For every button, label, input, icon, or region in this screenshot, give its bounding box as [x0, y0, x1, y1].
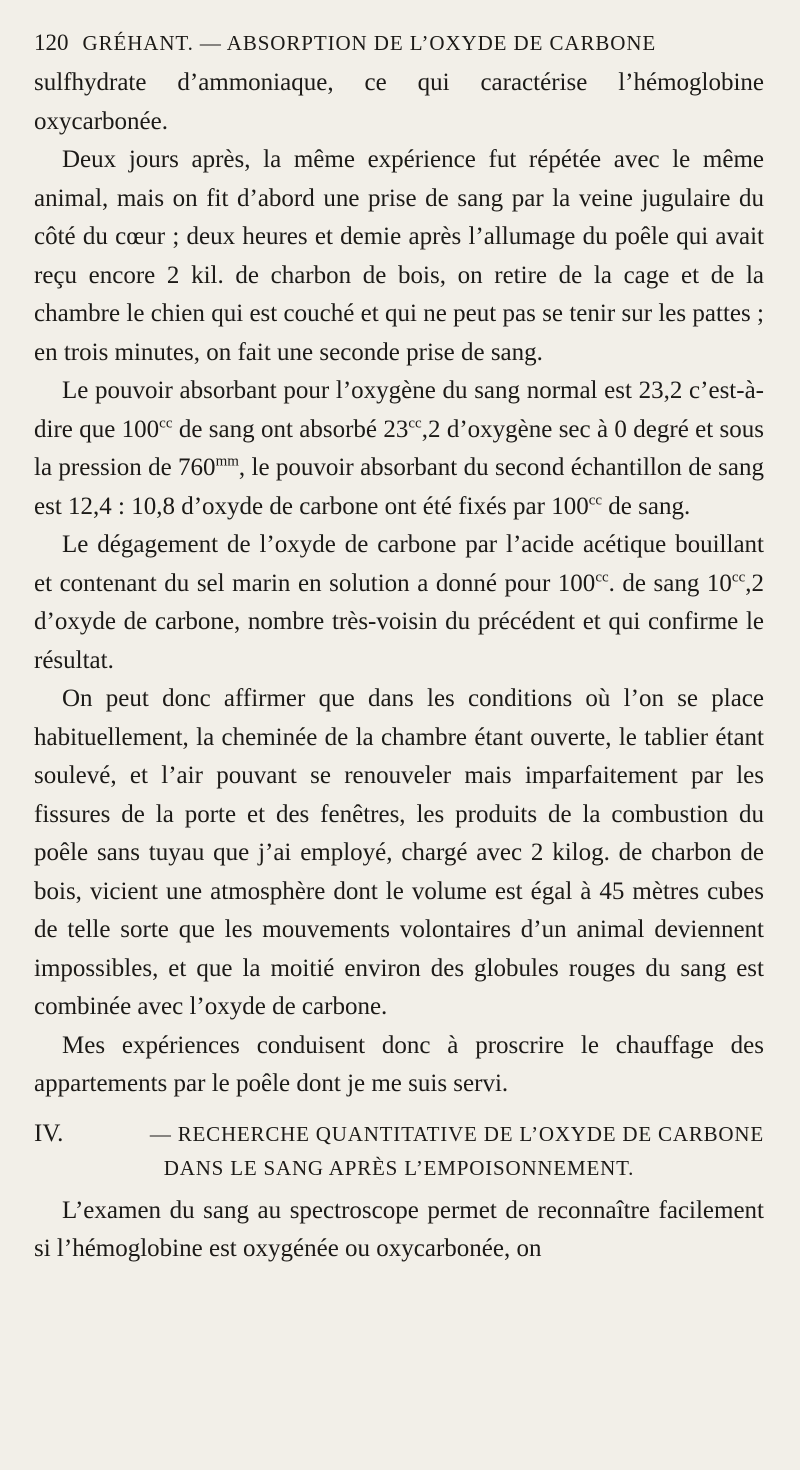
body-text-after-section: [34, 1192, 764, 1269]
paragraph-second-experiment: Deux jours après, la même expérience fut répétée avec le même animal, mais on fit d’abord une prise de sang par la veine jugulaire du côté du cœur ; deux heures et demie après l’allumage du poêle qui avait reçu encore 2 kil. de charbon de bois, on retire de la cage et de la chambre le chien qui est couché et qui ne peut pas se tenir sur les pattes ; en trois minutes, on fait une seconde prise de sang.: [34, 146, 764, 366]
unit-superscript: cc: [595, 569, 609, 586]
body-text: [34, 64, 764, 1104]
text-fragment: ,2 d’oxyde de carbone, nombre très-voisin du précédent et qui confirme le résultat.: [34, 569, 764, 674]
section-title-line2: DANS LE SANG APRÈS L’EMPOISONNEMENT.: [163, 1155, 635, 1180]
section-title-line1: — RECHERCHE QUANTITATIVE DE L’OXYDE DE CARBONE: [149, 1121, 764, 1146]
paragraph-conclusion: On peut donc affirmer que dans les conditions où l’on se place habituellement, la cheminée de la chambre étant ouverte, le tablier étant soulevé, et l’air pouvant se renouveler mais imparfaitement par les fissures de la porte et des fenêtres, les produits de la combustion du poêle sans tuyau que j’ai employé, chargé avec 2 kilog. de charbon de bois, vicient une atmosphère dont le volume est égal à 45 mètres cubes de telle sorte que les mouvements volontaires d’un animal deviennent impossibles, et que la moitié environ des globules rouges du sang est combinée avec l’oxyde de carbone.: [34, 685, 764, 1020]
paragraph-continued: sulfhydrate d’ammoniaque, ce qui caractérise l’hémoglobine oxycarbonée.: [34, 69, 764, 135]
unit-superscript: mm: [215, 453, 239, 470]
text-fragment: Le pouvoir absorbant pour l’oxygène du sang normal est 23,2 c’est-à-dire que 100: [34, 377, 764, 443]
unit-superscript: cc: [731, 569, 746, 586]
paragraph-release: [34, 526, 764, 680]
unit-superscript: cc: [408, 415, 422, 432]
text-fragment: Le dégagement de l’oxyde de carbone par l’acide acétique bouillant et contenant du sel marin en solution a donné pour 100: [34, 531, 764, 597]
book-page: [34, 30, 764, 1269]
text-fragment: de sang ont absorbé 23: [172, 415, 409, 443]
section-heading: [34, 1118, 764, 1184]
unit-superscript: cc: [588, 492, 603, 509]
paragraph-absorbing-power: [34, 372, 764, 526]
unit-superscript: cc: [159, 415, 173, 432]
text-fragment: . de sang 10: [608, 569, 732, 597]
running-title: GRÉHANT. — ABSORPTION DE L’OXYDE DE CARBONE: [82, 31, 657, 55]
section-numeral: IV.: [34, 1119, 64, 1147]
paragraph-proscription: Mes expériences conduisent donc à proscrire le chauffage des appartements par le poêle dont je me suis servi.: [34, 1031, 764, 1097]
text-fragment: ,2 d’oxygène sec à 0 degré et sous la pression de 760: [34, 415, 764, 481]
text-fragment: , le pouvoir absorbant du second échantillon de sang est 12,4 : 10,8 d’oxyde de carbone ont été fixés par 100: [34, 454, 764, 520]
section-heading-line1: [34, 1118, 764, 1150]
running-head: [34, 30, 764, 56]
page-number: 120: [34, 30, 69, 55]
paragraph-spectroscope: L’examen du sang au spectroscope permet de reconnaître facilement si l’hémoglobine est oxygénée ou oxycarbonée, on: [34, 1196, 764, 1262]
text-fragment: de sang.: [602, 492, 691, 520]
